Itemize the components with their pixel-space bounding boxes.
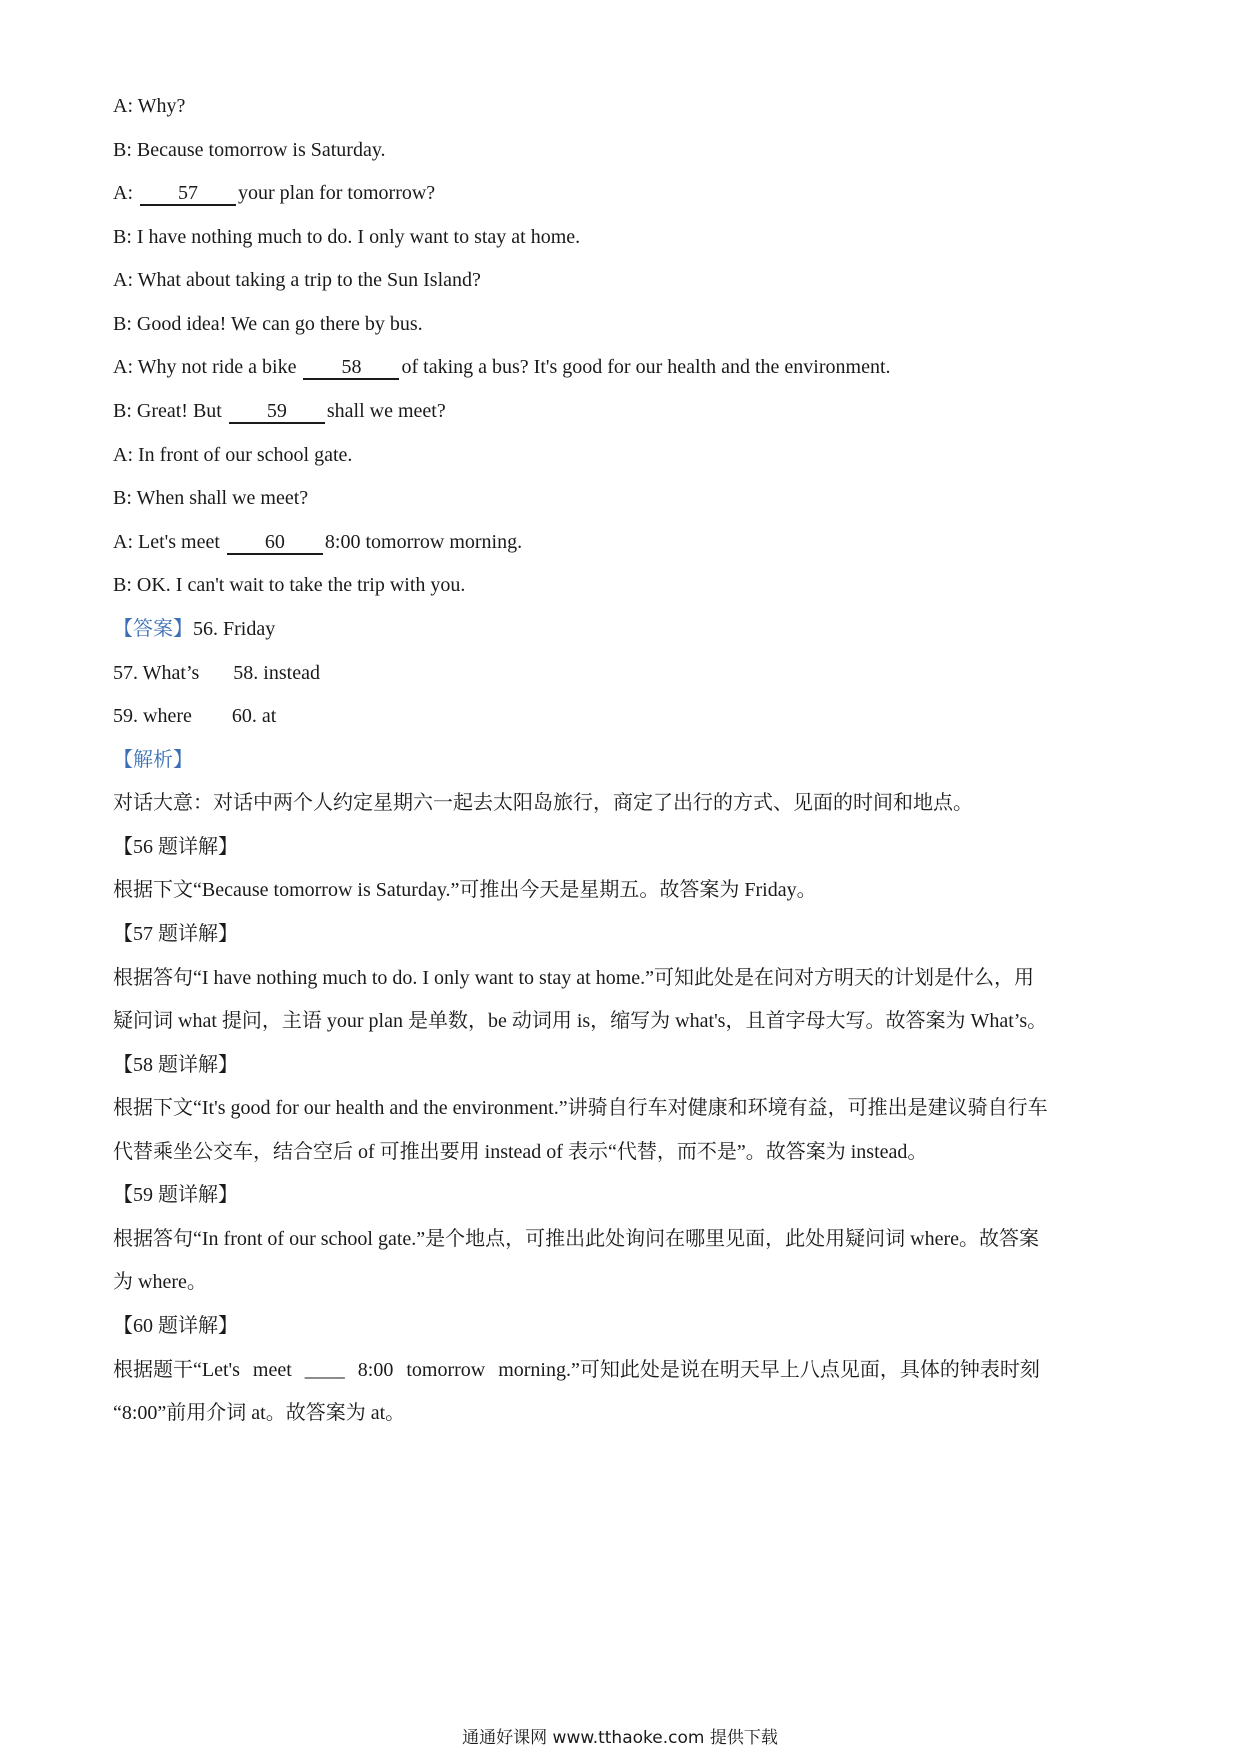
blank-59: 59	[229, 400, 325, 424]
detail-text: 根据下文“Because tomorrow is Saturday.”可推出今天是星期五。故答案为 Friday。	[113, 879, 817, 901]
dialogue-line	[113, 179, 435, 207]
line-suffix: shall we meet?	[326, 400, 446, 422]
detail-blank: ____	[304, 1359, 345, 1381]
dialogue-line: B: OK. I can't wait to take the trip with you.	[113, 574, 466, 596]
detail-heading-58: 【58 题详解】	[113, 1054, 238, 1076]
dialogue-line	[113, 528, 522, 556]
detail-text: 代替乘坐公交车，结合空后 of 可推出要用 instead of 表示“代替，而不是”。故答案为 instead。	[113, 1141, 928, 1163]
detail-text	[113, 1356, 1040, 1384]
analysis-summary: 对话大意：对话中两个人约定星期六一起去太阳岛旅行，商定了出行的方式、见面的时间和地点。	[113, 792, 973, 814]
detail-text: 根据答句“In front of our school gate.”是个地点，可推出此处询问在哪里见面，此处用疑问词 where。故答案	[113, 1228, 1039, 1250]
answer-56: 56. Friday	[193, 618, 276, 640]
line-prefix: B: Great! But	[113, 400, 227, 422]
answer-line	[113, 659, 320, 687]
detail-heading-56: 【56 题详解】	[113, 836, 238, 858]
dialogue-line: A: What about taking a trip to the Sun Island?	[113, 269, 481, 291]
line-suffix: 8:00 tomorrow morning.	[324, 531, 523, 553]
detail-heading-57: 【57 题详解】	[113, 923, 238, 945]
answer-label: 【答案】	[113, 618, 193, 640]
answer-58: 58. instead	[233, 662, 320, 684]
answer-line	[113, 615, 275, 643]
dialogue-line: A: Why?	[113, 95, 186, 117]
detail-text: 根据答句“I have nothing much to do. I only want to stay at home.”可知此处是在问对方明天的计划是什么，用	[113, 967, 1035, 989]
answer-57: 57. What’s	[113, 662, 200, 684]
detail-heading-59: 【59 题详解】	[113, 1184, 238, 1206]
blank-60: 60	[227, 531, 323, 555]
detail-text: 为 where。	[113, 1271, 207, 1293]
footer-watermark: 通通好课网 www.tthaoke.com 提供下载	[462, 1728, 778, 1748]
line-prefix: A:	[113, 182, 138, 204]
dialogue-line: A: In front of our school gate.	[113, 444, 353, 466]
dialogue-line: B: I have nothing much to do. I only want to stay at home.	[113, 226, 581, 248]
line-suffix: your plan for tomorrow?	[238, 182, 436, 204]
dialogue-line: B: Good idea! We can go there by bus.	[113, 313, 423, 335]
detail-text: 根据下文“It's good for our health and the environment.”讲骑自行车对健康和环境有益，可推出是建议骑自行车	[113, 1097, 1048, 1119]
line-prefix: A: Why not ride a bike	[113, 356, 302, 378]
blank-57: 57	[140, 182, 236, 206]
line-prefix: A: Let's meet	[113, 531, 225, 553]
analysis-label: 【解析】	[113, 749, 193, 771]
detail-text: “8:00”前用介词 at。故答案为 at。	[113, 1402, 406, 1424]
answer-59: 59. where	[113, 705, 192, 727]
answer-60: 60. at	[231, 705, 277, 727]
line-suffix: of taking a bus? It's good for our health and the environment.	[401, 356, 891, 378]
dialogue-line	[113, 353, 891, 381]
dialogue-line: B: Because tomorrow is Saturday.	[113, 139, 386, 161]
detail-text-part: 根据题干“Let's meet	[113, 1359, 305, 1381]
blank-58: 58	[303, 356, 399, 380]
dialogue-line: B: When shall we meet?	[113, 487, 309, 509]
detail-heading-60: 【60 题详解】	[113, 1315, 238, 1337]
answer-line	[113, 702, 276, 730]
detail-text-part: 8:00 tomorrow morning.”可知此处是说在明天早上八点见面，具体的钟表时刻	[344, 1359, 1040, 1381]
dialogue-line	[113, 397, 446, 425]
detail-text: 疑问词 what 提问，主语 your plan 是单数，be 动词用 is，缩写为 what's，且首字母大写。故答案为 What’s。	[113, 1010, 1048, 1032]
